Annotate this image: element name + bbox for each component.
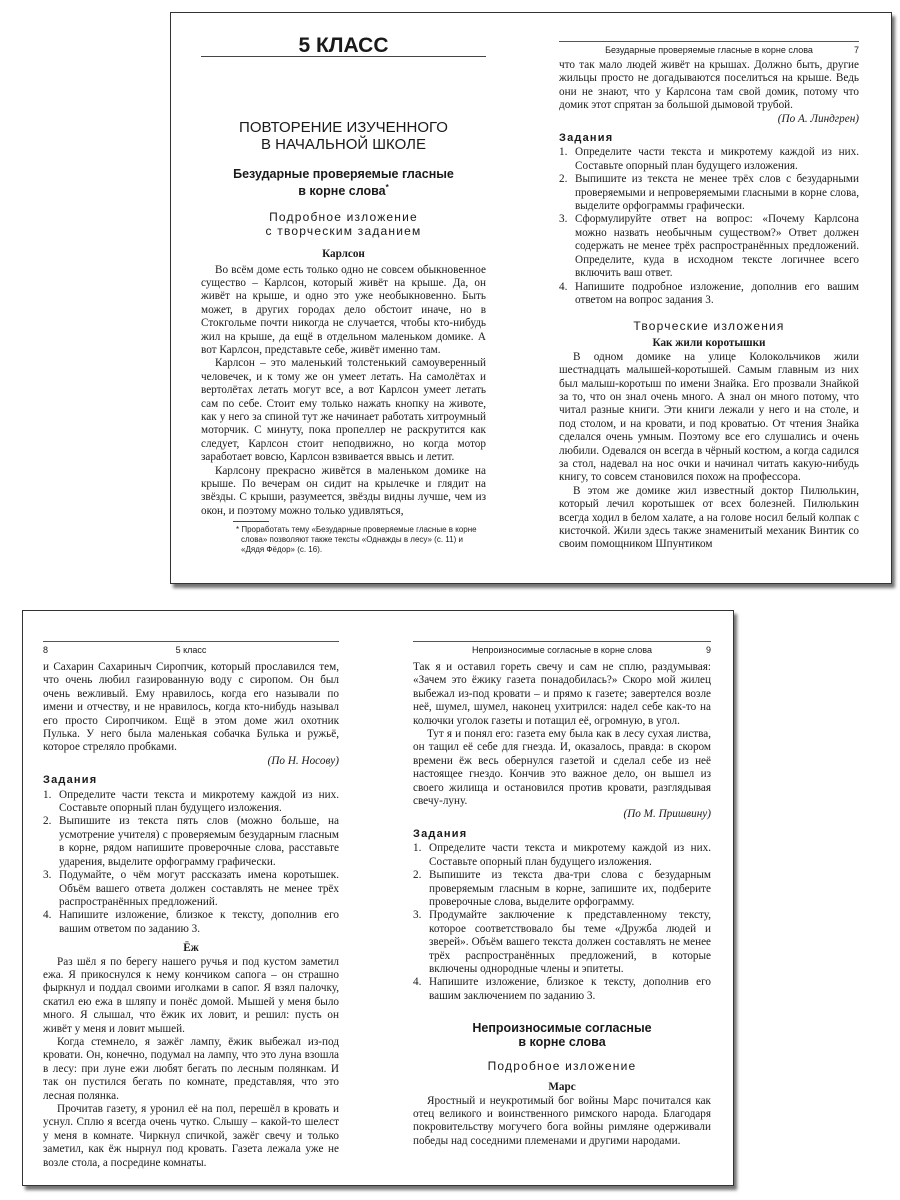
- paragraph: и Сахарин Сахариныч Сиропчик, который прославился тем, что очень любил газированную воду с сиропом. Он был очень вежливый. Ему нравилось, когда его называли по имени и отчеству, и не нравилось, когда кто-нибудь называл его просто Сиропчиком. Ещё в этом доме жил охотник Пулька. У него была маленькая собачка Булька и ружьё, которое стреляло пробками.: [43, 661, 339, 754]
- task-item: [43, 869, 339, 909]
- exercise-type-line-2: с творческим заданием: [265, 224, 422, 239]
- footnote-mark: *: [385, 183, 389, 192]
- task-number: 4.: [559, 280, 568, 293]
- task-item: [43, 789, 339, 816]
- exercise-type-line-1: Подробное изложение: [269, 210, 418, 225]
- task-text: Выпишите из текста два-три слова с безударным проверяемым гласным в корне, запишите их, подберите проверочные слова, выделите орфограмму.: [429, 869, 711, 908]
- task-text: Определите части текста и микротему каждой из них. Составьте опорный план будущего изложения.: [429, 842, 711, 868]
- paragraph: Во всём доме есть только одно не совсем обыкновенное существо – Карлсон, который живёт на крыше. Да, он живёт на крыше, и одно это уже необыкновенно. Быть может, в других городах дело обстоит иначе, но в Стокгольме почти никогда не случается, чтобы кто-нибудь жил на крыше, да ещё в отдельном маленьком домике. А вот Карлсон, представьте себе, живёт именно там.: [201, 263, 486, 356]
- topic-title-line-2-text: в корне слова: [298, 184, 386, 199]
- text-title: Ёж: [183, 942, 199, 955]
- bottom-spread: [22, 610, 734, 1186]
- section-title-line-2: В НАЧАЛЬНОЙ ШКОЛЕ: [261, 136, 426, 153]
- task-item: [559, 281, 859, 308]
- task-number: 1.: [559, 146, 568, 159]
- text-title: Марс: [548, 1081, 576, 1094]
- paragraph: Так я и оставил гореть свечу и сам не сплю, раздумывая: «Зачем это ёжику газета понадобилась?» Скоро мой жилец выбежал из-под кровати – и прямо к газете; завертелся возле неё, шумел, шумел, наконец ухитрился: надел себе как-то на колючки уголок газеты и потащил её, огромную, в угол.: [413, 661, 711, 727]
- running-head-title: Непроизносимые согласные в корне слова: [472, 645, 652, 655]
- page-8: [43, 611, 339, 1185]
- task-text: Подумайте, о чём могут рассказать имена коротышек. Объём вашего ответа должен составлять не менее трёх распространённых предложений.: [59, 869, 339, 908]
- topic-title-line-1: Безударные проверяемые гласные: [233, 167, 454, 181]
- text-title: Карлсон: [322, 248, 365, 261]
- task-text: Сформулируйте ответ на вопрос: «Почему Карлсона можно назвать необычным существом?» Ответ должен содержать не менее трёх распространённых предложений. Определите, куда в исходном тексте логичнее всего включить ваш ответ.: [575, 213, 859, 280]
- paragraph: Когда стемнело, я зажёг лампу, ёжик выбежал из-под кровати. Он, конечно, подумал на лампу, что это луна взошла в лесу: при луне ежи любят бегать по лесным полянкам. И так он пустился бегать по комнате, представляя, что это лесная полянка.: [43, 1035, 339, 1102]
- page-9: [413, 611, 711, 1185]
- page-6-body: [201, 119, 486, 518]
- task-item: [559, 173, 859, 213]
- grade-heading: 5 КЛАСС: [201, 39, 486, 57]
- source-attribution: (По А. Линдгрен): [777, 112, 859, 125]
- page-7: [559, 13, 859, 583]
- paragraph: Прочитав газету, я уронил её на пол, перешёл в кровать и уснул. Сплю я всегда очень чутко. Слышу – какой-то шелест у меня в комнате. Чиркнул спичкой, зажёг свечу и только заметил, как ёж нырнул под кровать. Газета лежала уже не возле стола, а посредине комнаты.: [43, 1103, 339, 1169]
- paragraph: Карлсону прекрасно живётся в маленьком домике на крыше. По вечерам он сидит на крылечке и глядит на звёзды. С крыши, разумеется, звёзды видны лучше, чем из окон, и поэтому можно только удивляться,: [201, 464, 486, 517]
- task-item: [413, 976, 711, 1003]
- task-item: [559, 213, 859, 280]
- footnote: [201, 521, 486, 555]
- task-number: 4.: [43, 909, 52, 922]
- task-text: Напишите изложение, близкое к тексту, дополнив его вашим ответом по заданию 3.: [59, 909, 339, 935]
- task-text: Напишите изложение, близкое к тексту, дополнив его вашим заключением по заданию 3.: [429, 976, 711, 1002]
- tasks-heading: Задания: [413, 827, 468, 840]
- running-head: [559, 41, 859, 56]
- running-head: [43, 641, 339, 656]
- task-text: Продумайте заключение к представленному тексту, которое соответствовало бы теме «Дружба людей и зверей». Объём вашего текста должен составлять не менее трёх распространённых предложений, в которые включены однородные члены и эпитеты.: [429, 909, 711, 975]
- task-text: Выпишите из текста пять слов (можно больше, на усмотрение учителя) с проверяемым безударным гласным в корне, рядом напишите проверочные слова, расставьте ударения, выделите орфограмму графически.: [59, 815, 339, 868]
- exercise-type: Подробное изложение: [487, 1059, 637, 1074]
- task-item: [559, 146, 859, 173]
- task-number: 3.: [43, 869, 52, 882]
- task-text: Выпишите из текста не менее трёх слов с безударными проверяемыми и непроверяемыми гласными в корне слова, выделите орфограммы графически.: [575, 173, 859, 213]
- task-text: Напишите подробное изложение, дополнив его вашим ответом на вопрос задания 3.: [575, 280, 859, 306]
- paragraph: Тут я и понял его: газета ему была как в лесу сухая листва, он тащил её себе для гнезда. И, оказалось, правда: в скором времени ёж весь обернулся газетой и сделал себе из неё настоящее гнездо. Кончив это важное дело, он вышел из своего жилища и остановился против кровати, разглядывая свечу-луну.: [413, 728, 711, 808]
- task-number: 2.: [559, 173, 568, 186]
- task-item: [43, 909, 339, 936]
- task-number: 3.: [413, 909, 422, 922]
- source-attribution: (По М. Пришвину): [623, 808, 711, 821]
- task-item: [413, 909, 711, 976]
- page-number: 8: [43, 645, 49, 655]
- task-number: 2.: [43, 815, 52, 828]
- task-number: 3.: [559, 213, 568, 226]
- paragraph: В одном домике на улице Колокольчиков жили шестнадцать малышей-коротышей. Самым главным из них был малыш-коротыш по имени Знайка. Его прозвали Знайкой за то, что он знал очень много. А знал он много потому, что читал разные книги. Эти книги лежали у него и на столе, и под столом, и на кровати, и под кроватью. От чтения Знайка сделался очень умным. Поэтому все его слушались и очень любили. Одевался он всегда в чёрный костюм, а когда садился за стол, надевал на нос очки и начинал читать какую-нибудь книгу, то совсем становился похож на профессора.: [559, 350, 859, 484]
- task-number: 1.: [413, 842, 422, 855]
- task-text: Определите части текста и микротему каждой из них. Составьте опорный план будущего изложения.: [575, 146, 859, 172]
- task-item: [413, 869, 711, 909]
- paragraph: Раз шёл я по берегу нашего ручья и под кустом заметил ежа. Я прикоснулся к нему кончиком сапога – он страшно фыркнул и поддал своими иголками в сапог. Я взял палочку, скатил ею ежа в шляпу и понёс домой. Мышей у меня было много. Я слышал, что ёжик их ловит, и решил: пусть он живёт у меня и ловит мышей.: [43, 955, 339, 1035]
- paragraph: В этом же домике жил известный доктор Пилюлькин, который лечил коротышек от всех болезней. Пилюлькин всегда ходил в белом халате, а на голове носил белый колпак с кисточкой. Жили здесь также знаменитый механик Винтик со своим помощником Шпунтиком: [559, 484, 859, 551]
- source-attribution: (По Н. Носову): [267, 754, 339, 767]
- task-number: 4.: [413, 976, 422, 989]
- topic-title-line-2: в корне слова: [518, 1035, 606, 1050]
- page-7-body: [559, 59, 859, 552]
- tasks-list: [559, 146, 859, 307]
- tasks-list: [43, 789, 339, 936]
- footnote-rule: [233, 521, 269, 522]
- page-number: 7: [853, 45, 859, 55]
- running-head-title: Безударные проверяемые гласные в корне слова: [605, 45, 813, 55]
- task-number: 1.: [43, 788, 52, 801]
- paragraph: что так мало людей живёт на крышах. Должно быть, другие жильцы просто не догадываются поселиться на крыше. Ведь они не знают, что у Карлсона там свой домик, потому что домик этот спрятан за большой дымовой трубой.: [559, 59, 859, 112]
- section-heading: Творческие изложения: [633, 319, 785, 334]
- paragraph: Карлсон – это маленький толстенький самоуверенный человечек, и к тому же он умеет летать. На самолётах и вертолётах летать могут все, а вот Карлсон умеет летать сам по себе. Стоит ему только нажать кнопку на животе, как у него за спиной тут же начинает работать хитроумный моторчик. С минуту, пока пропеллер не раскрутится как следует, Карлсон стоит неподвижно, но когда мотор заработает вовсю, Карлсон взвивается ввысь и летит.: [201, 357, 486, 464]
- section-title-line-1: ПОВТОРЕНИЕ ИЗУЧЕННОГО: [239, 119, 448, 136]
- footnote-text: * Проработать тему «Безударные проверяемые гласные в корне слова» позволяют также тексты «Однажды в лесу» (с. 11) и «Дядя Фёдор» (с. 16).: [236, 525, 477, 554]
- tasks-list: [413, 842, 711, 1003]
- tasks-heading: Задания: [559, 132, 614, 145]
- page-9-body: [413, 661, 711, 1148]
- topic-title-line-2: [201, 181, 486, 198]
- task-item: [413, 842, 711, 869]
- topic-title-line-1: Непроизносимые согласные: [472, 1021, 652, 1036]
- page-8-body: [43, 661, 339, 1170]
- paragraph: Яростный и неукротимый бог войны Марс почитался как отец великого и воинственного римского народа. Благодаря покровительству могучего бога войны римляне одерживали победы над соседними племенами и другими народами.: [413, 1094, 711, 1147]
- page-number: 9: [705, 645, 711, 655]
- task-item: [43, 815, 339, 869]
- page-6: [201, 13, 486, 583]
- task-number: 2.: [413, 869, 422, 882]
- running-head: [413, 641, 711, 656]
- task-text: Определите части текста и микротему каждой из них. Составьте опорный план будущего изложения.: [59, 788, 339, 815]
- text-title: Как жили коротышки: [652, 337, 766, 350]
- top-spread: [170, 12, 892, 584]
- tasks-heading: Задания: [43, 774, 98, 787]
- running-head-title: 5 класс: [175, 645, 207, 655]
